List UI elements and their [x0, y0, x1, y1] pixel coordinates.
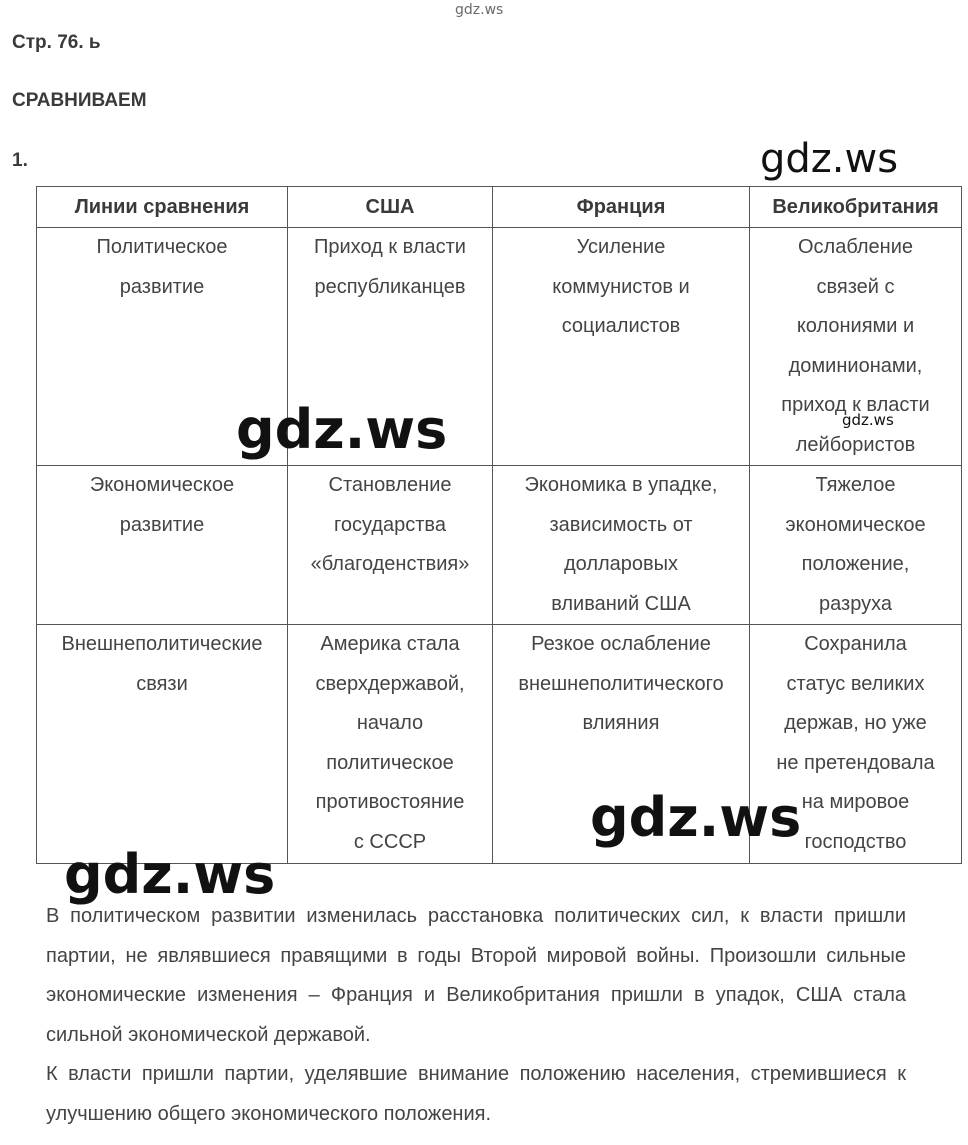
table-row-foreign-policy [37, 625, 962, 864]
page-reference: Стр. 76. ь [12, 32, 101, 53]
table-cell: Экономическое развитие [37, 466, 288, 625]
header-comparison-lines: Линии сравнения [37, 187, 288, 228]
conclusion-paragraph: В политическом развитии изменилась расстановка политических сил, к власти пришли партии, не являвшиеся правящими в годы Второй мировой войны. Произошли сильные экономические изменения – Франция и Великобритания пришли в упадок, США стала сильной экономической державой. [46, 905, 906, 1046]
conclusion-paragraph: К власти пришли партии, уделявшие внимание положению населения, стремившиеся к улучшению общего экономического положения. [46, 1063, 906, 1125]
header-usa: США [288, 187, 493, 228]
table-cell: Америка стала сверхдержавой, начало политическое противостояние с СССР [288, 625, 493, 864]
table-cell: Экономика в упадке, зависимость от долларовых вливаний США [493, 466, 750, 625]
table-cell: Сохранила статус великих держав, но уже не претендовала на мировое господство [750, 625, 962, 864]
section-heading: СРАВНИВАЕМ [12, 90, 147, 111]
comparison-table [36, 186, 962, 864]
table-cell: Усиление коммунистов и социалистов [493, 228, 750, 466]
table-row-economic [37, 466, 962, 625]
header-great-britain: Великобритания [750, 187, 962, 228]
table-header-row [37, 187, 962, 228]
conclusion-text [46, 897, 906, 1135]
watermark-small: gdz.ws [842, 411, 894, 429]
watermark-top: gdz.ws [455, 2, 504, 18]
table-cell: Приход к власти республиканцев [288, 228, 493, 466]
watermark-right-top: gdz.ws [760, 136, 899, 182]
table-cell: Тяжелое экономическое положение, разруха [750, 466, 962, 625]
table-cell: Политическое развитие [37, 228, 288, 466]
header-france: Франция [493, 187, 750, 228]
table-cell: Резкое ослабление внешнеполитического влияния [493, 625, 750, 864]
task-number: 1. [12, 150, 28, 171]
watermark-lower-right: gdz.ws [590, 786, 802, 849]
table-cell: Внешнеполитические связи [37, 625, 288, 864]
watermark-center: gdz.ws [236, 398, 448, 461]
table-cell: Ослабление связей с колониями и доминионами, приход к власти лейбористов [750, 228, 962, 466]
watermark-lower-left: gdz.ws [64, 843, 276, 906]
table-row-political [37, 228, 962, 466]
table-cell: Становление государства «благоденствия» [288, 466, 493, 625]
